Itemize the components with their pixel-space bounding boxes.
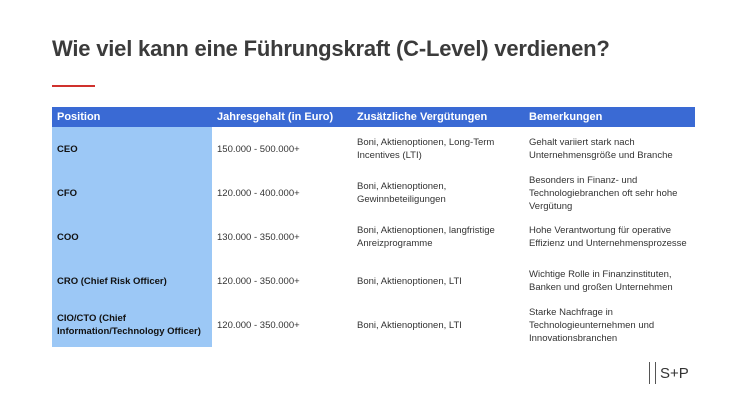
company-logo [649,362,689,384]
cell-position: COO [52,215,212,259]
header-position: Position [52,107,212,127]
cell-compensation: Boni, Aktienoptionen, Gewinnbeteiligungen [357,181,447,205]
cell-salary: 120.000 - 350.000+ [217,319,300,331]
cell-position: CEO [52,127,212,171]
table-row [52,259,695,303]
table-row [52,303,695,347]
slide-title: Wie viel kann eine Führungskraft (C-Level) verdienen? [52,36,610,61]
logo-bars-icon [649,362,656,384]
cell-remarks: Wichtige Rolle in Finanzinstituten, Banken und großen Unternehmen [529,269,673,293]
table-row [52,171,695,215]
cell-salary: 120.000 - 350.000+ [217,275,300,287]
table-header-row [52,107,695,127]
header-salary: Jahresgehalt (in Euro) [212,107,352,127]
cell-position: CIO/CTO (Chief Information/Technology Officer) [52,303,212,347]
table-row [52,215,695,259]
cell-position: CRO (Chief Risk Officer) [52,259,212,303]
cell-salary: 120.000 - 400.000+ [217,187,300,199]
logo-text: S+P [660,364,689,382]
cell-remarks: Starke Nachfrage in Technologieunternehmen und Innovationsbranchen [529,306,655,344]
header-remarks: Bemerkungen [524,107,695,127]
salary-table [52,107,695,347]
header-compensation: Zusätzliche Vergütungen [352,107,524,127]
cell-compensation: Boni, Aktienoptionen, Long-Term Incentives (LTI) [357,137,495,161]
cell-remarks: Hohe Verantwortung für operative Effizienz und Unternehmensprozesse [529,225,687,249]
cell-salary: 150.000 - 500.000+ [217,143,300,155]
cell-compensation: Boni, Aktienoptionen, langfristige Anreizprogramme [357,225,495,249]
cell-remarks: Besonders in Finanz- und Technologiebranchen oft sehr hohe Vergütung [529,174,678,212]
cell-remarks: Gehalt variiert stark nach Unternehmensgröße und Branche [529,137,673,161]
table-row [52,127,695,171]
cell-salary: 130.000 - 350.000+ [217,231,300,243]
cell-compensation: Boni, Aktienoptionen, LTI [357,319,462,331]
accent-line [52,85,95,87]
cell-compensation: Boni, Aktienoptionen, LTI [357,275,462,287]
cell-position: CFO [52,171,212,215]
